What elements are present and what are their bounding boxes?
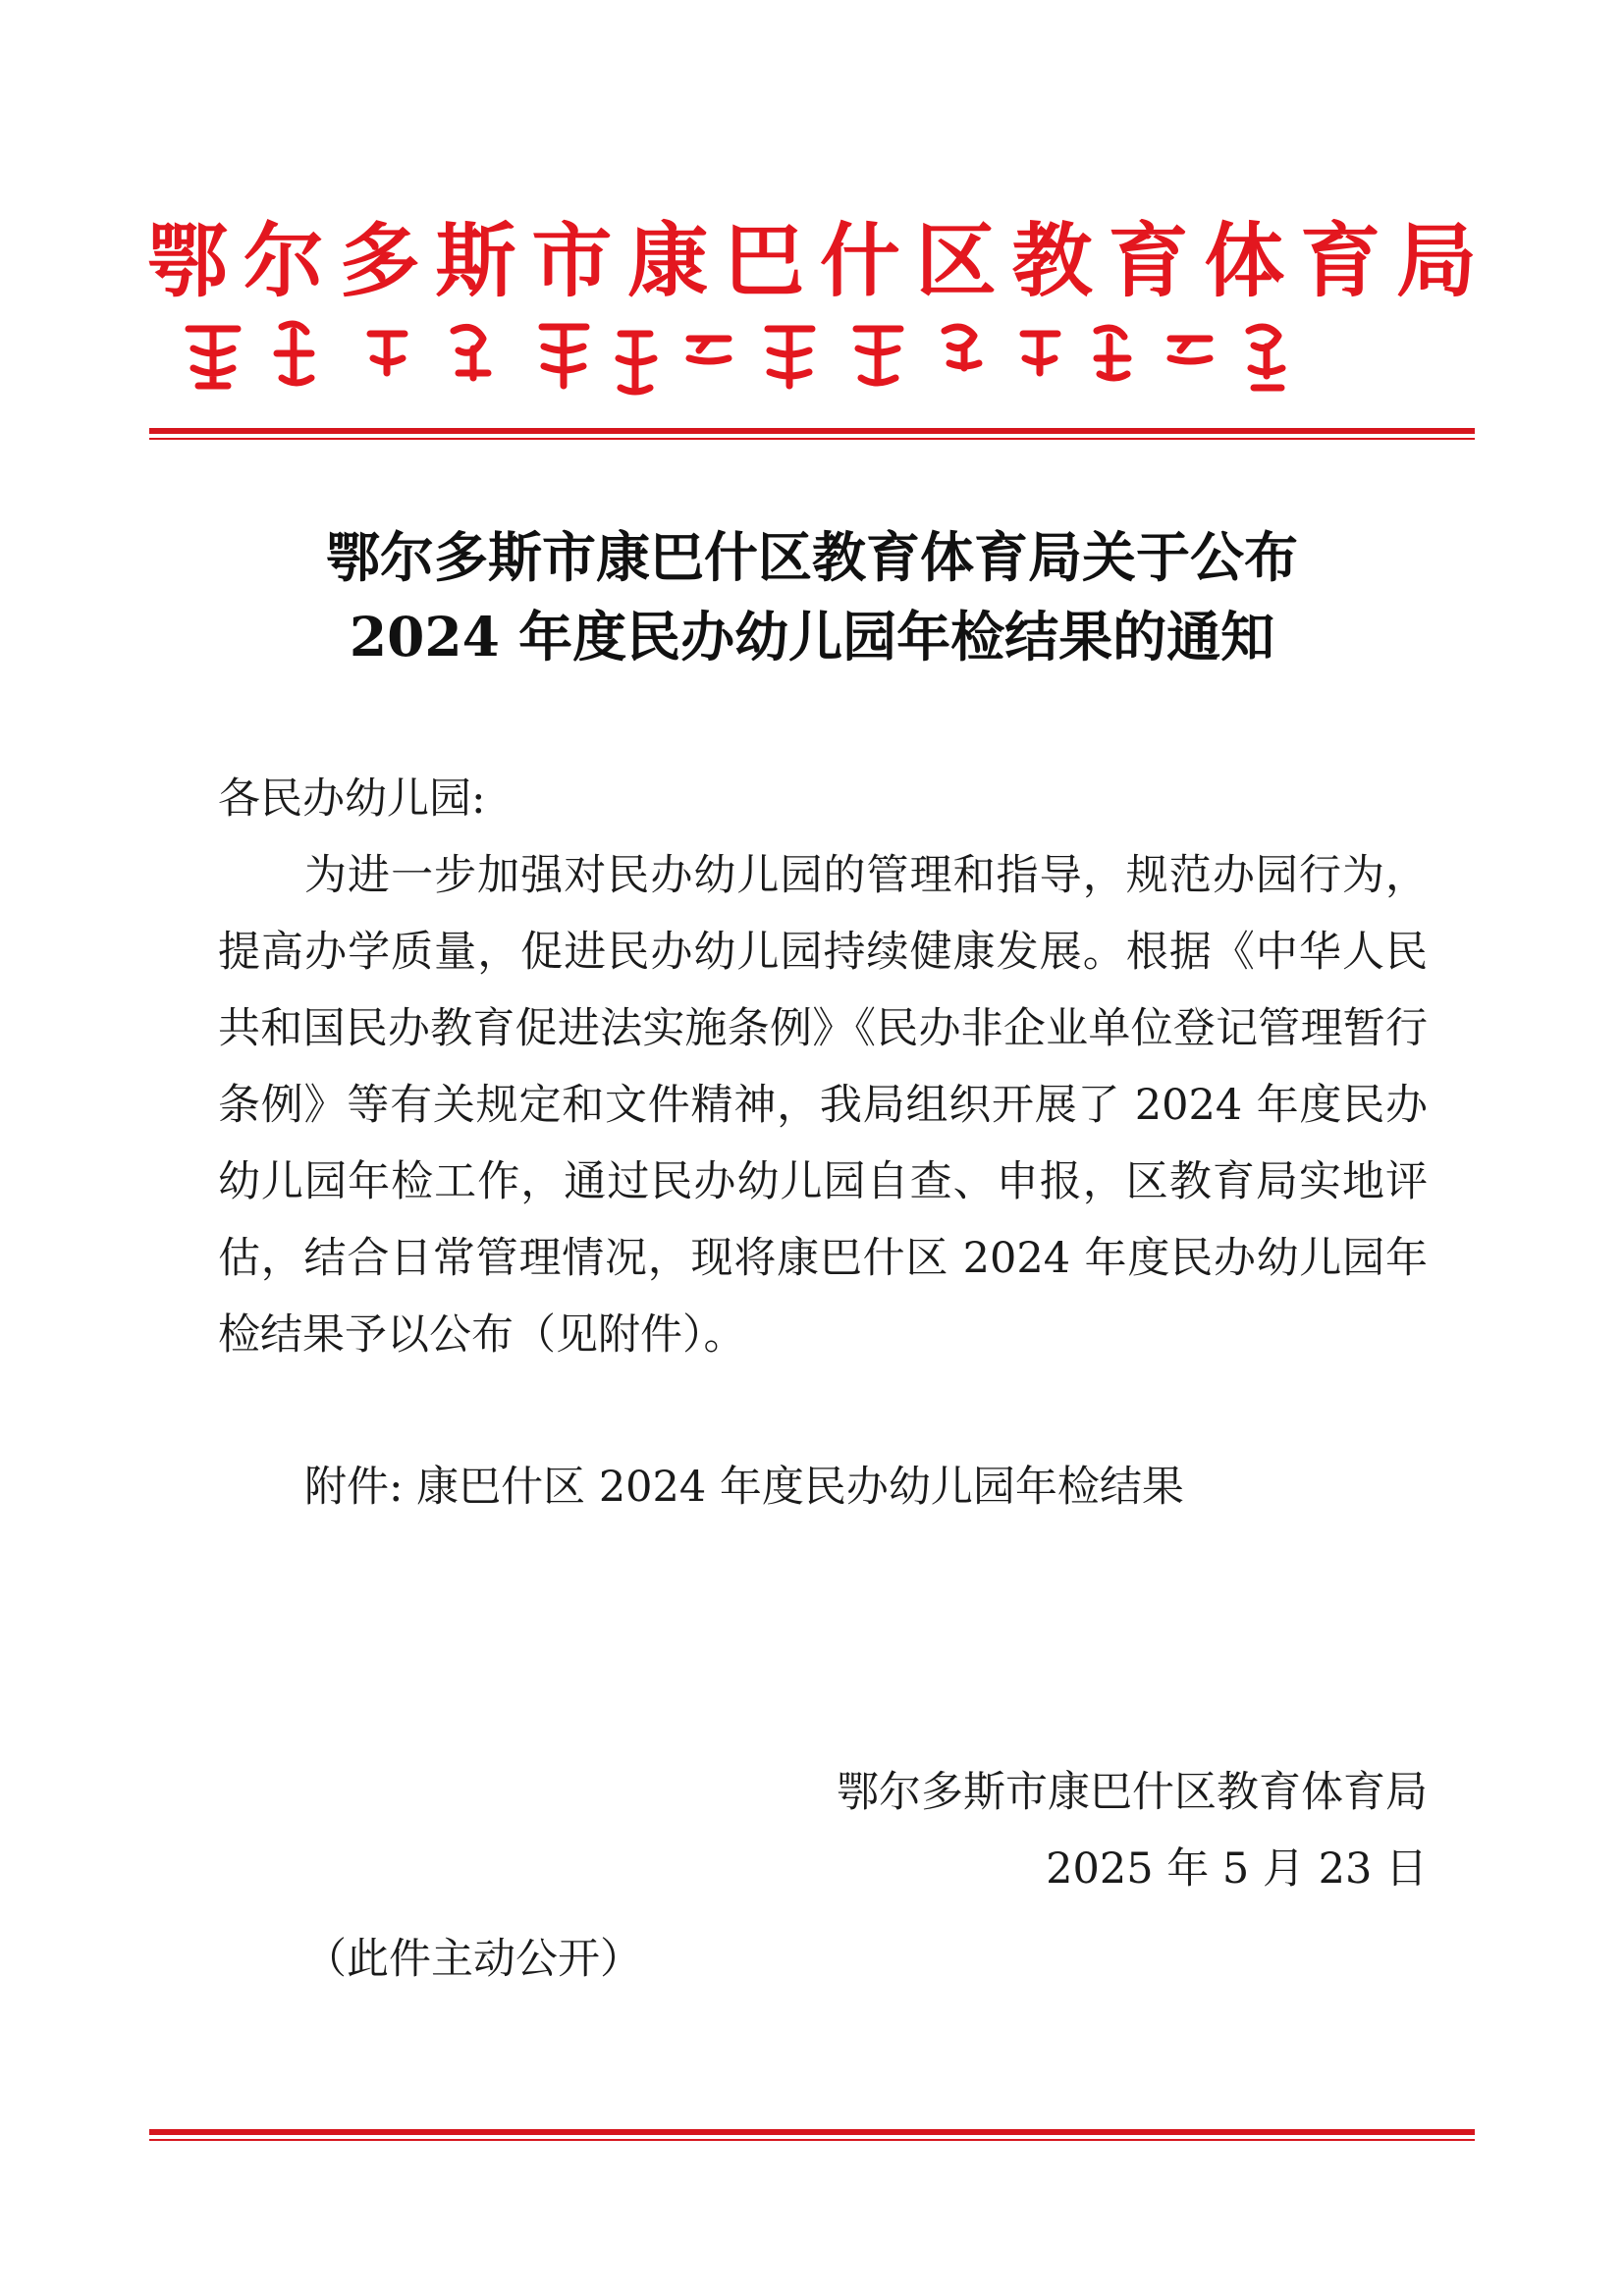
letterhead-char: 康 bbox=[627, 215, 709, 308]
letterhead-char: 巴 bbox=[724, 215, 805, 308]
letterhead-char: 斯 bbox=[435, 215, 516, 308]
attachment-line: 附件: 康巴什区 2024 年度民办幼儿园年检结果 bbox=[304, 1463, 1184, 1512]
salutation: 各民办幼儿园: bbox=[218, 774, 486, 824]
letterhead-char: 育 bbox=[1108, 215, 1189, 308]
signature-org: 鄂尔多斯市康巴什区教育体育局 bbox=[837, 1768, 1428, 1817]
body-paragraph: 为进一步加强对民办幼儿园的管理和指导，规范办园行为，提高办学质量，促进民办幼儿园持续健康发展。根据《中华人民共和国民办教育促进法实施条例》《民办非企业单位登记管理暂行条例》等有关规定和文件精神，我局组织开展了 2024 年度民办幼儿园年检工作，通过民办幼儿园自查、申报，区教育局实地评估，结合日常管理情况，现将康巴什区 2024 年度民办幼儿园年检结果予以公布（见附件）。 bbox=[218, 851, 1428, 1360]
signature-date: 2025 年 5 月 23 日 bbox=[1046, 1844, 1428, 1894]
letterhead-char: 区 bbox=[915, 215, 997, 308]
document-title-line-1: 鄂尔多斯市康巴什区教育体育局关于公布 bbox=[325, 525, 1298, 589]
document-title-line-2: 2024 年度民办幼儿园年检结果的通知 bbox=[349, 605, 1275, 668]
letterhead-char: 尔 bbox=[243, 215, 324, 308]
letterhead-char: 体 bbox=[1204, 215, 1285, 308]
letterhead-char: 育 bbox=[1300, 215, 1381, 308]
letterhead-char: 教 bbox=[1011, 215, 1093, 308]
letterhead-char: 多 bbox=[339, 215, 420, 308]
mongolian-script-icon bbox=[179, 309, 1455, 398]
letterhead-char: 什 bbox=[819, 215, 900, 308]
letterhead-char: 市 bbox=[531, 215, 613, 308]
letterhead-title bbox=[147, 208, 1477, 316]
letterhead-char: 局 bbox=[1395, 215, 1477, 308]
letterhead-char: 鄂 bbox=[147, 215, 229, 308]
public-disclosure-note: （此件主动公开） bbox=[304, 1935, 642, 1984]
top-red-divider bbox=[149, 428, 1475, 440]
bottom-red-divider bbox=[149, 2129, 1475, 2141]
